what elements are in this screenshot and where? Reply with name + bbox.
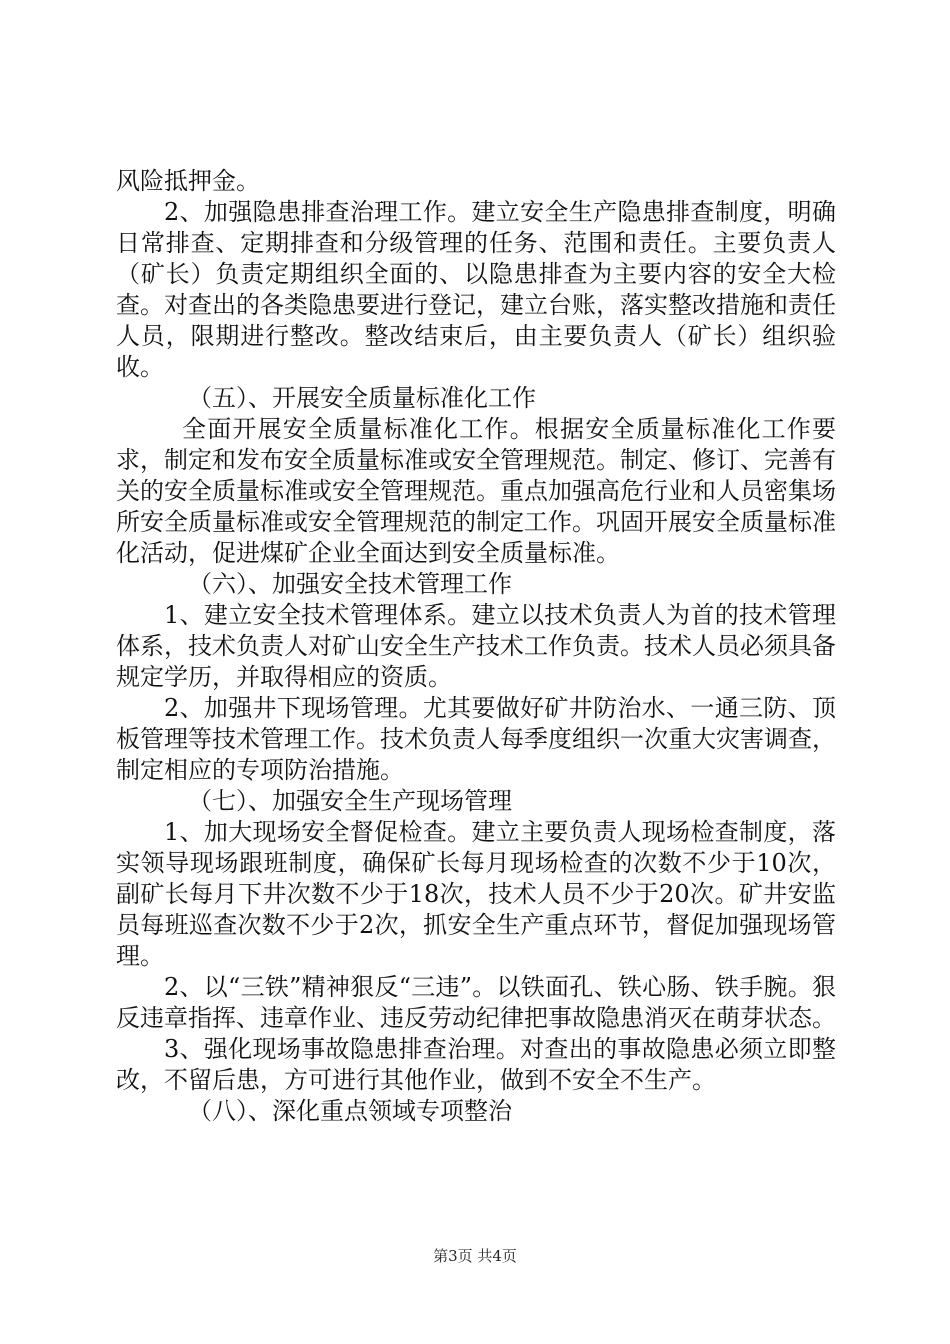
page-number-footer: 第3页 共4页 [433, 1247, 517, 1265]
section-heading: （七）、加强安全生产现场管理 [188, 787, 512, 815]
paragraph-item: 2、以“三铁”精神狠反“三违”。以铁面孔、铁心肠、铁手腕。狠反违章指挥、违章作业、违反劳动纪律把事故隐患消灭在萌芽状态。 [116, 973, 836, 1032]
paragraph-item: 1、建立安全技术管理体系。建立以技术负责人为首的技术管理体系，技术负责人对矿山安全生产技术工作负责。技术人员必须具备规定学历，并取得相应的资质。 [116, 601, 836, 691]
paragraph-continuation: 风险抵押金。 [116, 167, 260, 195]
section-heading: （八）、深化重点领域专项整治 [188, 1097, 512, 1125]
section-heading: （五）、开展安全质量标准化工作 [188, 384, 536, 412]
paragraph-body: 全面开展安全质量标准化工作。根据安全质量标准化工作要求，制定和发布安全质量标准或安全管理规范。制定、修订、完善有关的安全质量标准或安全管理规范。重点加强高危行业和人员密集场所安全质量标准或安全管理规范的制定工作。巩固开展安全质量标准化活动，促进煤矿企业全面达到安全质量标准。 [116, 415, 836, 567]
document-body [116, 166, 836, 1127]
paragraph-item: 2、加强井下现场管理。尤其要做好矿井防治水、一通三防、顶板管理等技术管理工作。技术负责人每季度组织一次重大灾害调查，制定相应的专项防治措施。 [116, 694, 836, 784]
section-heading: （六）、加强安全技术管理工作 [188, 570, 512, 598]
paragraph-item: 2、加强隐患排查治理工作。建立安全生产隐患排查制度，明确日常排查、定期排查和分级管理的任务、范围和责任。主要负责人（矿长）负责定期组织全面的、以隐患排查为主要内容的安全大检查。对查出的各类隐患要进行登记，建立台账，落实整改措施和责任人员，限期进行整改。整改结束后，由主要负责人（矿长）组织验收。 [116, 198, 836, 381]
paragraph-item: 3、强化现场事故隐患排查治理。对查出的事故隐患必须立即整改，不留后患，方可进行其他作业，做到不安全不生产。 [116, 1035, 836, 1094]
paragraph-item: 1、加大现场安全督促检查。建立主要负责人现场检查制度，落实领导现场跟班制度，确保矿长每月现场检查的次数不少于10次，副矿长每月下井次数不少于18次，技术人员不少于20次。矿井安监员每班巡查次数不少于2次，抓安全生产重点环节，督促加强现场管理。 [116, 818, 836, 970]
